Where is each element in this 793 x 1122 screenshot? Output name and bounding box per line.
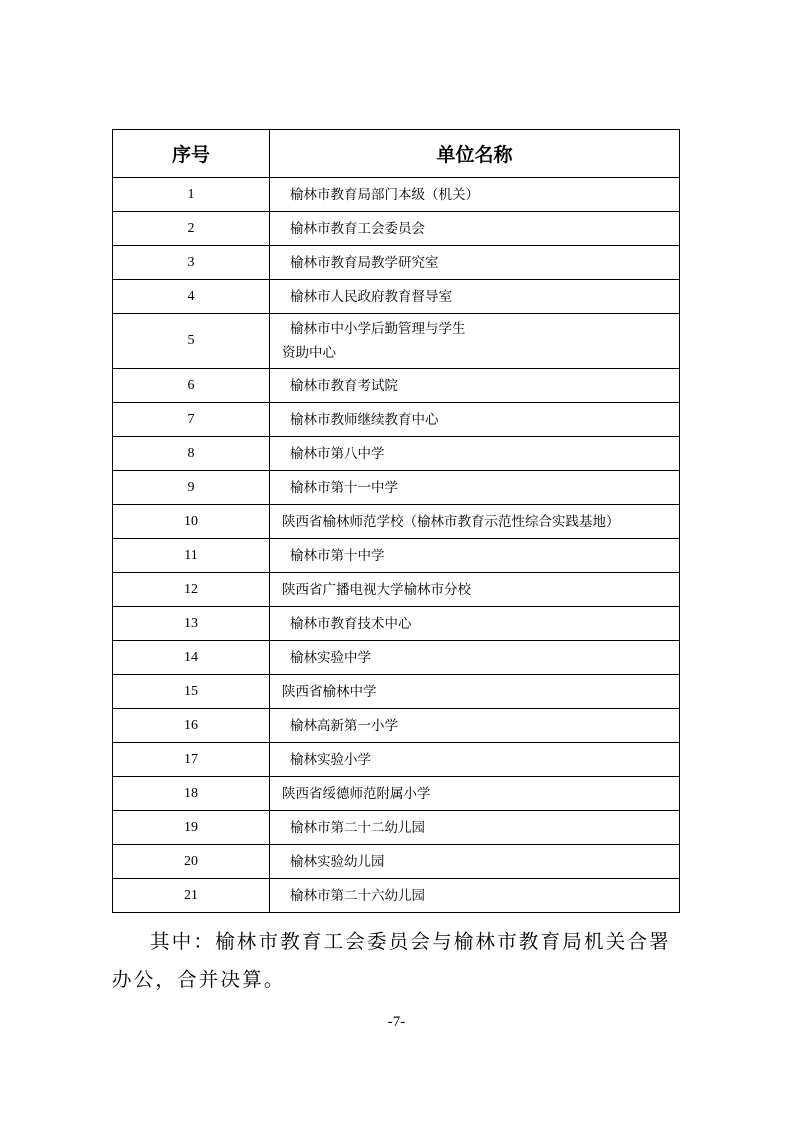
- row-unit-name: 榆林市第二十六幼儿园: [270, 879, 680, 913]
- row-unit-name: 榆林市第十一中学: [270, 471, 680, 505]
- table-row: [113, 314, 680, 369]
- row-unit-name: 榆林市第二十二幼儿园: [270, 811, 680, 845]
- row-index: 11: [113, 539, 270, 573]
- table-row: [113, 709, 680, 743]
- row-unit-name: 榆林市第八中学: [270, 437, 680, 471]
- table-row: [113, 845, 680, 879]
- row-index: 9: [113, 471, 270, 505]
- table-row: [113, 641, 680, 675]
- table-row: [113, 212, 680, 246]
- row-unit-name: 榆林市教师继续教育中心: [270, 403, 680, 437]
- row-unit-name: 榆林市第十中学: [270, 539, 680, 573]
- row-index: 10: [113, 505, 270, 539]
- table-row: [113, 280, 680, 314]
- row-unit-name: 榆林市教育考试院: [270, 369, 680, 403]
- row-unit-name: 陕西省广播电视大学榆林市分校: [270, 573, 680, 607]
- table-row: [113, 246, 680, 280]
- row-unit-name: 榆林实验幼儿园: [270, 845, 680, 879]
- row-index: 16: [113, 709, 270, 743]
- row-index: 6: [113, 369, 270, 403]
- row-index: 19: [113, 811, 270, 845]
- row-unit-name: 榆林市教育工会委员会: [270, 212, 680, 246]
- table-row: [113, 607, 680, 641]
- table-row: [113, 573, 680, 607]
- row-unit-name-line2: 资助中心: [282, 345, 336, 361]
- table-row: [113, 777, 680, 811]
- note-paragraph: [112, 923, 692, 999]
- note-text: 其中：榆林市教育工会委员会与榆林市教育局机关合署办公，合并决算。: [112, 930, 671, 991]
- row-unit-name: [270, 314, 680, 369]
- row-index: 2: [113, 212, 270, 246]
- row-index: 7: [113, 403, 270, 437]
- row-unit-name: 陕西省榆林师范学校（榆林市教育示范性综合实践基地）: [270, 505, 680, 539]
- table-row: [113, 178, 680, 212]
- row-index: 3: [113, 246, 270, 280]
- row-unit-name: 榆林实验小学: [270, 743, 680, 777]
- row-unit-name: 榆林市人民政府教育督导室: [270, 280, 680, 314]
- row-index: 1: [113, 178, 270, 212]
- table-row: [113, 539, 680, 573]
- row-unit-name: 陕西省绥德师范附属小学: [270, 777, 680, 811]
- row-index: 15: [113, 675, 270, 709]
- page-number: -7-: [387, 1014, 406, 1030]
- table-row: [113, 437, 680, 471]
- row-index: 20: [113, 845, 270, 879]
- table-header-row: [113, 130, 680, 178]
- row-unit-name: 陕西省榆林中学: [270, 675, 680, 709]
- row-unit-name: 榆林市教育技术中心: [270, 607, 680, 641]
- row-unit-name: 榆林市教育局教学研究室: [270, 246, 680, 280]
- table-row: [113, 505, 680, 539]
- row-unit-name: 榆林实验中学: [270, 641, 680, 675]
- table-row: [113, 743, 680, 777]
- row-index: 5: [113, 314, 270, 369]
- table-row: [113, 403, 680, 437]
- row-unit-name: 榆林高新第一小学: [270, 709, 680, 743]
- row-index: 17: [113, 743, 270, 777]
- table-row: [113, 879, 680, 913]
- row-index: 8: [113, 437, 270, 471]
- table-row: [113, 471, 680, 505]
- table-row: [113, 675, 680, 709]
- row-index: 12: [113, 573, 270, 607]
- row-index: 13: [113, 607, 270, 641]
- row-index: 18: [113, 777, 270, 811]
- table-row: [113, 811, 680, 845]
- header-index: 序号: [113, 130, 270, 178]
- row-index: 14: [113, 641, 270, 675]
- row-unit-name: 榆林市教育局部门本级（机关）: [270, 178, 680, 212]
- table-row: [113, 369, 680, 403]
- header-unit-name: 单位名称: [270, 130, 680, 178]
- row-index: 4: [113, 280, 270, 314]
- unit-table: [112, 129, 680, 913]
- row-index: 21: [113, 879, 270, 913]
- row-unit-name-line1: 榆林市中小学后勤管理与学生: [290, 321, 466, 337]
